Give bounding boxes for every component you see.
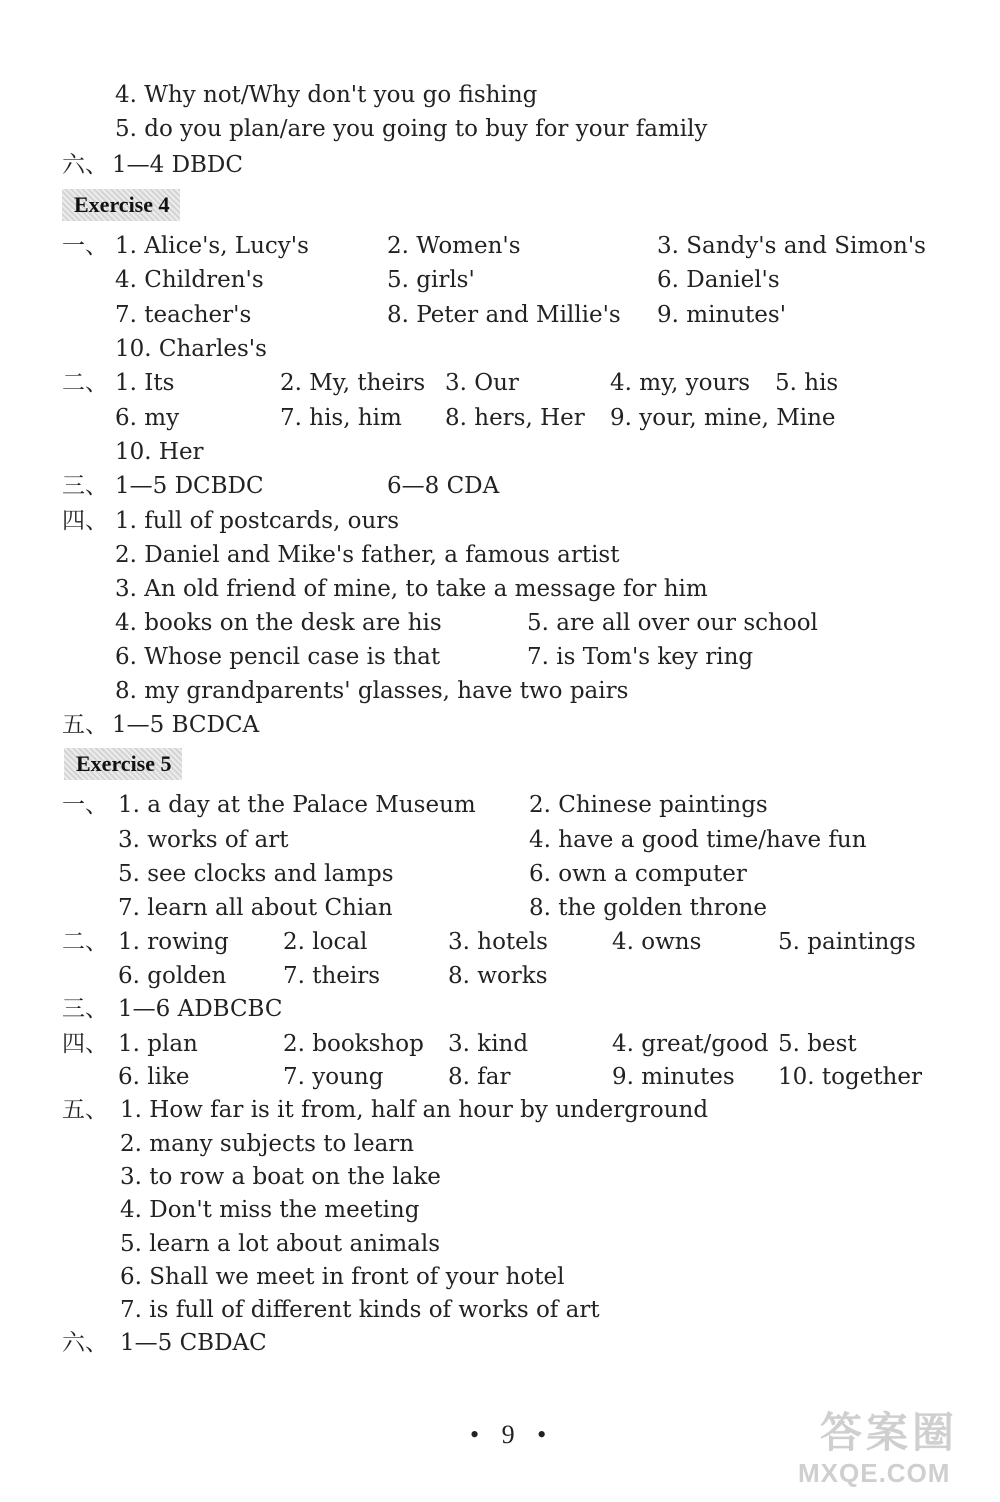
answer-item: 4. books on the desk are his	[115, 610, 442, 636]
answer-item: 5. do you plan/are you going to buy for your family	[115, 116, 708, 142]
answer-item: 8. Peter and Millie's	[387, 302, 621, 328]
answer-item: 9. your, mine, Mine	[610, 405, 836, 431]
answer-item: 1. rowing	[118, 929, 229, 955]
answer-item: 7. is full of different kinds of works of art	[120, 1297, 600, 1323]
answer-item: 1. full of postcards, ours	[115, 508, 400, 534]
answer-item: 2. Chinese paintings	[529, 792, 768, 818]
answer-item: 2. many subjects to learn	[120, 1131, 415, 1157]
watermark	[790, 1400, 995, 1498]
answer-item: 2. Women's	[387, 233, 521, 259]
answer-item: 8. the golden throne	[529, 895, 767, 921]
answer-item: 1—5 DCBDC	[115, 473, 264, 499]
answer-item: 6. my	[115, 405, 180, 431]
answer-item: 5. see clocks and lamps	[118, 861, 394, 887]
answer-item: 7. young	[283, 1064, 384, 1090]
section-marker: 四、	[62, 1031, 108, 1057]
answer-item: 7. teacher's	[115, 302, 252, 328]
answer-item: 5. his	[775, 370, 839, 396]
answer-item: 6. golden	[118, 963, 227, 989]
answer-item: 4. have a good time/have fun	[529, 827, 867, 853]
answer-item: 1. Its	[115, 370, 175, 396]
answer-item: 9. minutes'	[657, 302, 787, 328]
section-marker: 五、	[62, 1097, 108, 1123]
answer-item: 1. How far is it from, half an hour by underground	[120, 1097, 709, 1123]
answer-item: 10. Her	[115, 439, 204, 465]
answer-item: 8. far	[448, 1064, 511, 1090]
answer-item: 5. learn a lot about animals	[120, 1231, 441, 1257]
answer-item: 6. Daniel's	[657, 267, 780, 293]
answer-item: 3. kind	[448, 1031, 529, 1057]
answer-item: 10. together	[778, 1064, 922, 1090]
section-answer: 1—5 BCDCA	[112, 712, 260, 738]
section-marker: 四、	[62, 508, 108, 534]
answer-item: 5. are all over our school	[527, 610, 818, 636]
section-marker: 五、	[62, 712, 108, 738]
answer-item: 3. Our	[445, 370, 519, 396]
answer-item: 6. like	[118, 1064, 190, 1090]
answer-item: 3. An old friend of mine, to take a message for him	[115, 576, 708, 602]
answer-item: 9. minutes	[612, 1064, 735, 1090]
answer-item: 7. learn all about Chian	[118, 895, 393, 921]
section-marker: 六、	[62, 1330, 108, 1356]
answer-item: 4. my, yours	[610, 370, 751, 396]
answer-item: 4. great/good	[612, 1031, 769, 1057]
section-answer: 1—5 CBDAC	[120, 1330, 267, 1356]
answer-item: 8. works	[448, 963, 548, 989]
answer-item: 6. Shall we meet in front of your hotel	[120, 1264, 565, 1290]
answer-item: 7. is Tom's key ring	[527, 644, 754, 670]
section-answer: 1—6 ADBCBC	[118, 996, 283, 1022]
answer-item: 3. Sandy's and Simon's	[657, 233, 926, 259]
answer-item: 5. paintings	[778, 929, 916, 955]
answer-item: 2. Daniel and Mike's father, a famous artist	[115, 542, 620, 568]
answer-item: 6. own a computer	[529, 861, 747, 887]
answer-item: 7. his, him	[280, 405, 402, 431]
answer-item: 5. girls'	[387, 267, 475, 293]
answer-item: 4. owns	[612, 929, 702, 955]
answer-item: 2. bookshop	[283, 1031, 424, 1057]
answer-item: 1. a day at the Palace Museum	[118, 792, 476, 818]
answer-item: 3. works of art	[118, 827, 289, 853]
section-marker: 一、	[62, 792, 108, 818]
section-answer: 1—4 DBDC	[112, 152, 243, 178]
exercise-5-heading: Exercise 5	[64, 748, 182, 780]
answer-item: 4. Don't miss the meeting	[120, 1197, 420, 1223]
page-number: • 9 •	[470, 1420, 555, 1449]
answer-item: 8. my grandparents' glasses, have two pairs	[115, 678, 629, 704]
section-marker: 六、	[62, 152, 108, 178]
answer-item: 7. theirs	[283, 963, 381, 989]
answer-item: 1. Alice's, Lucy's	[115, 233, 309, 259]
answer-item: 2. My, theirs	[280, 370, 426, 396]
watermark-url: MXQE.COM	[798, 1458, 951, 1488]
answer-item: 6—8 CDA	[387, 473, 500, 499]
answer-item: 4. Children's	[115, 267, 264, 293]
section-marker: 三、	[62, 473, 108, 499]
answer-item: 2. local	[283, 929, 368, 955]
answer-item: 10. Charles's	[115, 336, 267, 362]
answer-item: 3. to row a boat on the lake	[120, 1164, 441, 1190]
section-marker: 一、	[62, 233, 108, 259]
answer-item: 3. hotels	[448, 929, 548, 955]
answer-item: 4. Why not/Why don't you go fishing	[115, 82, 538, 108]
answer-item: 6. Whose pencil case is that	[115, 644, 441, 670]
section-marker: 二、	[62, 929, 108, 955]
section-marker: 三、	[62, 996, 108, 1022]
watermark-text: 答案圈	[820, 1409, 959, 1456]
exercise-4-heading: Exercise 4	[62, 189, 180, 221]
section-marker: 二、	[62, 370, 108, 396]
answer-item: 5. best	[778, 1031, 857, 1057]
answer-item: 1. plan	[118, 1031, 198, 1057]
answer-item: 8. hers, Her	[445, 405, 585, 431]
